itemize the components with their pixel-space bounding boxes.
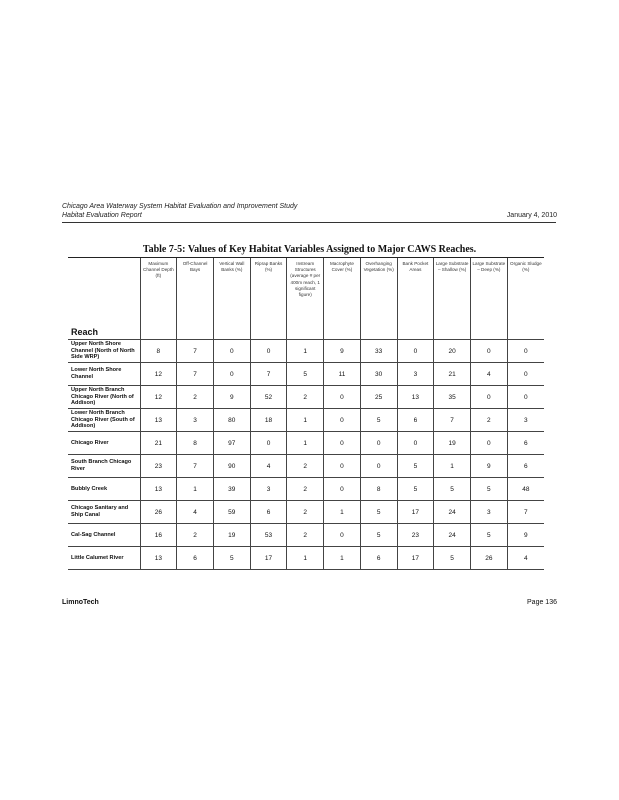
value-cell: 8 — [360, 478, 397, 501]
value-cell: 8 — [140, 340, 177, 363]
value-cell: 21 — [140, 432, 177, 455]
value-cell: 6 — [177, 547, 214, 570]
value-cell: 11 — [324, 363, 361, 386]
reach-name-cell: Lower North Branch Chicago River (South of Addison) — [68, 409, 140, 432]
value-cell: 26 — [470, 547, 507, 570]
value-cell: 1 — [324, 547, 361, 570]
value-cell: 24 — [434, 501, 471, 524]
column-header: Organic Sludge (%) — [507, 258, 544, 340]
value-cell: 9 — [470, 455, 507, 478]
value-cell: 0 — [250, 340, 287, 363]
reach-name-cell: Chicago River — [68, 432, 140, 455]
value-cell: 18 — [250, 409, 287, 432]
table-row — [68, 478, 544, 501]
column-header: Overhanging Vegetation (%) — [360, 258, 397, 340]
table-row — [68, 455, 544, 478]
value-cell: 5 — [360, 524, 397, 547]
value-cell: 0 — [324, 386, 361, 409]
value-cell: 5 — [397, 478, 434, 501]
column-header: Off-Channel Bays — [177, 258, 214, 340]
value-cell: 4 — [177, 501, 214, 524]
value-cell: 80 — [213, 409, 250, 432]
column-header: Maximum Channel Depth (ft) — [140, 258, 177, 340]
reach-name-cell: Lower North Shore Channel — [68, 363, 140, 386]
table-body — [68, 340, 544, 570]
value-cell: 1 — [287, 409, 324, 432]
value-cell: 48 — [507, 478, 544, 501]
value-cell: 16 — [140, 524, 177, 547]
value-cell: 0 — [324, 455, 361, 478]
value-cell: 0 — [507, 340, 544, 363]
value-cell: 5 — [213, 547, 250, 570]
value-cell: 7 — [250, 363, 287, 386]
value-cell: 5 — [434, 547, 471, 570]
value-cell: 26 — [140, 501, 177, 524]
value-cell: 19 — [434, 432, 471, 455]
value-cell: 0 — [470, 340, 507, 363]
value-cell: 90 — [213, 455, 250, 478]
value-cell: 0 — [324, 409, 361, 432]
value-cell: 5 — [360, 501, 397, 524]
value-cell: 1 — [434, 455, 471, 478]
value-cell: 0 — [324, 478, 361, 501]
value-cell: 5 — [287, 363, 324, 386]
table-row — [68, 409, 544, 432]
column-header: Bank Pocket Areas — [397, 258, 434, 340]
value-cell: 0 — [360, 455, 397, 478]
value-cell: 7 — [434, 409, 471, 432]
table-row — [68, 432, 544, 455]
value-cell: 0 — [324, 524, 361, 547]
value-cell: 2 — [287, 386, 324, 409]
value-cell: 0 — [397, 432, 434, 455]
reach-name-cell: South Branch Chicago River — [68, 455, 140, 478]
value-cell: 39 — [213, 478, 250, 501]
value-cell: 4 — [470, 363, 507, 386]
value-cell: 33 — [360, 340, 397, 363]
value-cell: 52 — [250, 386, 287, 409]
value-cell: 13 — [140, 409, 177, 432]
value-cell: 1 — [287, 340, 324, 363]
value-cell: 2 — [177, 524, 214, 547]
column-header: Large Substrate – Deep (%) — [470, 258, 507, 340]
column-header: Vertical Wall Banks (%) — [213, 258, 250, 340]
value-cell: 9 — [324, 340, 361, 363]
value-cell: 6 — [507, 432, 544, 455]
value-cell: 0 — [507, 363, 544, 386]
value-cell: 5 — [360, 409, 397, 432]
value-cell: 6 — [360, 547, 397, 570]
reach-name-cell: Upper North Branch Chicago River (North of Addison) — [68, 386, 140, 409]
value-cell: 25 — [360, 386, 397, 409]
report-series-title: Chicago Area Waterway System Habitat Evaluation and Improvement Study — [62, 203, 298, 210]
value-cell: 17 — [250, 547, 287, 570]
value-cell: 20 — [434, 340, 471, 363]
value-cell: 1 — [287, 547, 324, 570]
header-rule — [62, 222, 556, 223]
value-cell: 5 — [397, 455, 434, 478]
reach-name-cell: Bubbly Creek — [68, 478, 140, 501]
value-cell: 0 — [250, 432, 287, 455]
reach-name-cell: Cal-Sag Channel — [68, 524, 140, 547]
table-header-row — [68, 258, 544, 340]
value-cell: 0 — [507, 386, 544, 409]
value-cell: 0 — [470, 432, 507, 455]
value-cell: 4 — [507, 547, 544, 570]
value-cell: 0 — [360, 432, 397, 455]
value-cell: 6 — [507, 455, 544, 478]
value-cell: 3 — [177, 409, 214, 432]
value-cell: 30 — [360, 363, 397, 386]
value-cell: 17 — [397, 501, 434, 524]
value-cell: 0 — [397, 340, 434, 363]
value-cell: 2 — [287, 478, 324, 501]
value-cell: 7 — [177, 363, 214, 386]
value-cell: 21 — [434, 363, 471, 386]
reach-name-cell: Little Calumet River — [68, 547, 140, 570]
value-cell: 13 — [140, 478, 177, 501]
column-header: Riprap Banks (%) — [250, 258, 287, 340]
value-cell: 17 — [397, 547, 434, 570]
value-cell: 1 — [287, 432, 324, 455]
value-cell: 53 — [250, 524, 287, 547]
column-header: Macrophyte Cover (%) — [324, 258, 361, 340]
reach-name-cell: Chicago Sanitary and Ship Canal — [68, 501, 140, 524]
value-cell: 13 — [140, 547, 177, 570]
value-cell: 0 — [324, 432, 361, 455]
table-row — [68, 363, 544, 386]
value-cell: 12 — [140, 386, 177, 409]
value-cell: 23 — [140, 455, 177, 478]
value-cell: 3 — [250, 478, 287, 501]
column-header: Large Substrate – Shallow (%) — [434, 258, 471, 340]
value-cell: 7 — [177, 340, 214, 363]
value-cell: 2 — [287, 501, 324, 524]
value-cell: 8 — [177, 432, 214, 455]
value-cell: 6 — [397, 409, 434, 432]
value-cell: 2 — [470, 409, 507, 432]
value-cell: 3 — [397, 363, 434, 386]
value-cell: 19 — [213, 524, 250, 547]
habitat-table — [68, 257, 544, 570]
value-cell: 3 — [470, 501, 507, 524]
footer-page-number: Page 136 — [527, 599, 557, 606]
value-cell: 9 — [213, 386, 250, 409]
value-cell: 3 — [507, 409, 544, 432]
value-cell: 2 — [287, 455, 324, 478]
table-row — [68, 547, 544, 570]
footer-company: LimnoTech — [62, 599, 99, 606]
value-cell: 59 — [213, 501, 250, 524]
value-cell: 5 — [470, 478, 507, 501]
table-row — [68, 386, 544, 409]
column-header-reach: Reach — [68, 258, 140, 340]
value-cell: 0 — [213, 363, 250, 386]
report-title: Habitat Evaluation Report — [62, 212, 142, 219]
value-cell: 6 — [250, 501, 287, 524]
reach-name-cell: Upper North Shore Channel (North of North Side WRP) — [68, 340, 140, 363]
value-cell: 97 — [213, 432, 250, 455]
table-row — [68, 501, 544, 524]
value-cell: 2 — [287, 524, 324, 547]
report-date: January 4, 2010 — [506, 212, 557, 219]
value-cell: 1 — [324, 501, 361, 524]
table-row — [68, 524, 544, 547]
value-cell: 1 — [177, 478, 214, 501]
value-cell: 2 — [177, 386, 214, 409]
value-cell: 35 — [434, 386, 471, 409]
value-cell: 24 — [434, 524, 471, 547]
value-cell: 23 — [397, 524, 434, 547]
value-cell: 7 — [177, 455, 214, 478]
value-cell: 9 — [507, 524, 544, 547]
value-cell: 7 — [507, 501, 544, 524]
value-cell: 5 — [470, 524, 507, 547]
value-cell: 13 — [397, 386, 434, 409]
value-cell: 5 — [434, 478, 471, 501]
value-cell: 0 — [213, 340, 250, 363]
value-cell: 0 — [470, 386, 507, 409]
column-header: Instream Structures (average # per 400m reach, 1 significant figure) — [287, 258, 324, 340]
table-row — [68, 340, 544, 363]
value-cell: 12 — [140, 363, 177, 386]
value-cell: 4 — [250, 455, 287, 478]
table-title: Table 7-5: Values of Key Habitat Variables Assigned to Major CAWS Reaches. — [142, 244, 477, 255]
